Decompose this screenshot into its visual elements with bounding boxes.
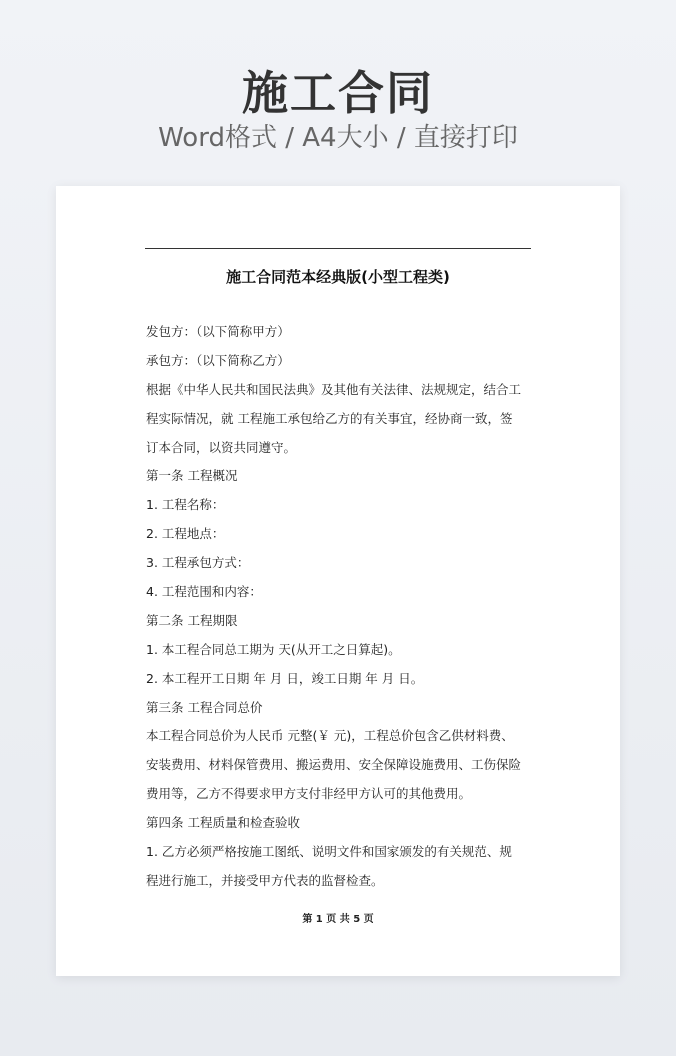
- banner-subtitle: Word格式 / A4大小 / 直接打印: [158, 123, 518, 153]
- party-b-line: 承包方：（以下简称乙方）: [146, 352, 290, 368]
- clause-line: 3. 工程承包方式：: [146, 555, 250, 571]
- preamble-line: 根据《中华人民共和国民法典》及其他有关法律、法规规定，结合工: [146, 381, 522, 397]
- clause-line: 2. 本工程开工日期 年 月 日，竣工日期 年 月 日。: [146, 670, 424, 686]
- clause-line: 1. 工程名称：: [146, 497, 225, 513]
- preamble-line: 程实际情况，就 工程施工承包给乙方的有关事宜，经协商一致，签: [146, 410, 513, 426]
- header-rule: [145, 248, 531, 249]
- clause-line: 程进行施工，并接受甲方代表的监督检查。: [146, 872, 384, 888]
- page-number-footer: 第 1 页 共 5 页: [302, 914, 374, 925]
- party-a-line: 发包方：（以下简称甲方）: [146, 324, 290, 339]
- clause-line: 1. 乙方必须严格按施工图纸、说明文件和国家颁发的有关规范、规: [146, 844, 512, 860]
- clause-line: 安装费用、材料保管费用、搬运费用、安全保障设施费用、工伤保险: [146, 757, 522, 773]
- clause-line: 2. 工程地点：: [146, 526, 225, 542]
- document-title: 施工合同范本经典版(小型工程类): [226, 268, 450, 286]
- clause-line: 本工程合同总价为人民币 元整(￥ 元)，工程总价包含乙供材料费、: [146, 728, 514, 744]
- article-heading: 第三条 工程合同总价: [146, 699, 263, 715]
- document-page: [56, 186, 620, 976]
- article-heading: 第四条 工程质量和检查验收: [146, 815, 300, 831]
- article-heading: 第二条 工程期限: [146, 612, 238, 628]
- preamble-line: 订本合同，以资共同遵守。: [146, 439, 297, 455]
- article-heading: 第一条 工程概况: [146, 468, 238, 484]
- clause-line: 4. 工程范围和内容：: [146, 584, 262, 600]
- clause-line: 1. 本工程合同总工期为 天(从开工之日算起)。: [146, 641, 401, 657]
- clause-line: 费用等，乙方不得要求甲方支付非经甲方认可的其他费用。: [146, 786, 472, 802]
- banner-title: 施工合同: [242, 66, 434, 120]
- document-body: [146, 318, 532, 896]
